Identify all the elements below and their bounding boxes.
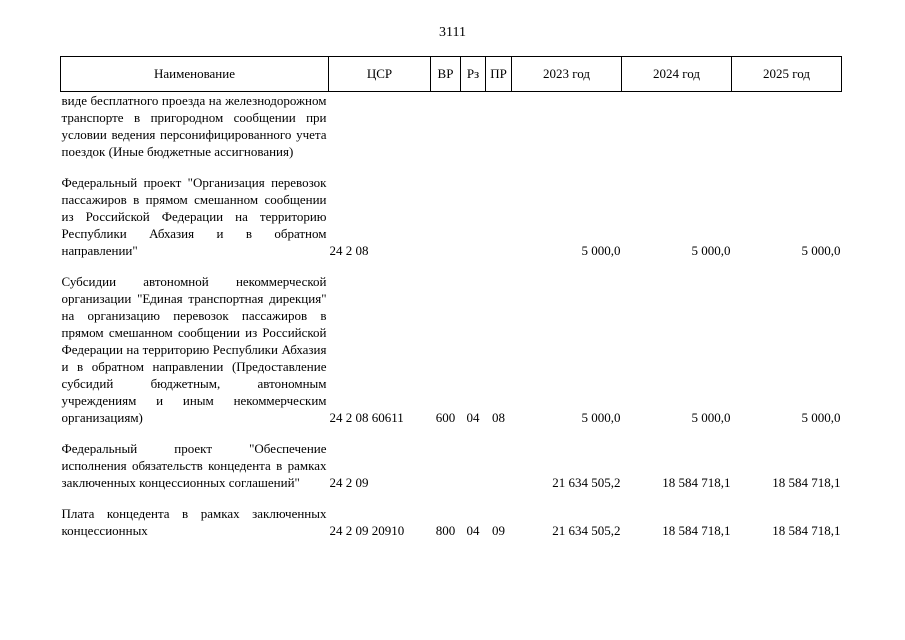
table-row <box>61 273 842 440</box>
header-name: Наименование <box>61 57 329 92</box>
row-2025: 5 000,0 <box>801 410 841 425</box>
row-vr <box>431 174 461 273</box>
row-pr <box>486 92 512 175</box>
table-row <box>61 440 842 505</box>
header-2024: 2024 год <box>622 57 732 92</box>
row-2024: 18 584 718,1 <box>662 523 731 538</box>
row-2023 <box>512 92 622 175</box>
row-2023: 21 634 505,2 <box>552 523 621 538</box>
table-header <box>61 57 842 92</box>
row-vr <box>431 92 461 175</box>
row-name: Плата концедента в рамках заключенных концессионных <box>61 506 327 538</box>
row-name: Федеральный проект "Организация перевозок пассажиров в прямом смешанном сообщении из Российской Федерации на территорию Республики Абхазия и в обратном направлении" <box>61 175 327 258</box>
row-2024: 5 000,0 <box>691 410 731 425</box>
row-2025: 5 000,0 <box>801 243 841 258</box>
row-2025: 18 584 718,1 <box>772 523 841 538</box>
header-csr: ЦСР <box>329 57 431 92</box>
row-pr: 09 <box>492 523 505 538</box>
row-vr <box>431 440 461 505</box>
header-vr: ВР <box>431 57 461 92</box>
table-row <box>61 174 842 273</box>
row-2024: 5 000,0 <box>691 243 731 258</box>
row-pr: 08 <box>492 410 505 425</box>
page-number: 3111 <box>439 25 466 40</box>
row-csr: 24 2 09 <box>329 475 369 490</box>
row-name: Федеральный проект "Обеспечение исполнения обязательств концедента в рамках заключенных концессионных соглашений" <box>61 441 327 490</box>
row-pr <box>486 440 512 505</box>
row-rz <box>461 174 486 273</box>
row-csr: 24 2 08 <box>329 243 369 258</box>
row-name: Субсидии автономной некоммерческой организации "Единая транспортная дирекция" на организацию перевозок пассажиров в прямом смешанном сообщении из Российской Федерации на территорию Республики Абхазия и в обратном направлении (Предоставление субсидий бюджетным, автономным учреждениям и иным некоммерческим организациям) <box>61 274 327 425</box>
header-2025: 2025 год <box>732 57 842 92</box>
row-pr <box>486 174 512 273</box>
row-csr: 24 2 09 20910 <box>329 523 405 538</box>
row-vr: 800 <box>435 523 456 538</box>
row-rz: 04 <box>466 410 480 425</box>
row-rz <box>461 92 486 175</box>
budget-table <box>60 56 842 539</box>
row-2024: 18 584 718,1 <box>662 475 731 490</box>
row-2023: 5 000,0 <box>581 243 621 258</box>
row-vr: 600 <box>435 410 456 425</box>
row-csr <box>329 92 431 175</box>
table-row <box>61 505 842 539</box>
row-2024 <box>622 92 732 175</box>
row-rz <box>461 440 486 505</box>
header-rz: Рз <box>461 57 486 92</box>
header-pr: ПР <box>486 57 512 92</box>
row-2025: 18 584 718,1 <box>772 475 841 490</box>
row-2023: 5 000,0 <box>581 410 621 425</box>
table-row <box>61 92 842 175</box>
row-2025 <box>732 92 842 175</box>
row-name: виде бесплатного проезда на железнодорожном транспорте в пригородном сообщении при условии ведения персонифицированного учета поездок (Иные бюджетные ассигнования) <box>61 93 327 159</box>
row-rz: 04 <box>466 523 480 538</box>
row-csr: 24 2 08 60611 <box>329 410 404 425</box>
header-2023: 2023 год <box>512 57 622 92</box>
row-2023: 21 634 505,2 <box>552 475 621 490</box>
